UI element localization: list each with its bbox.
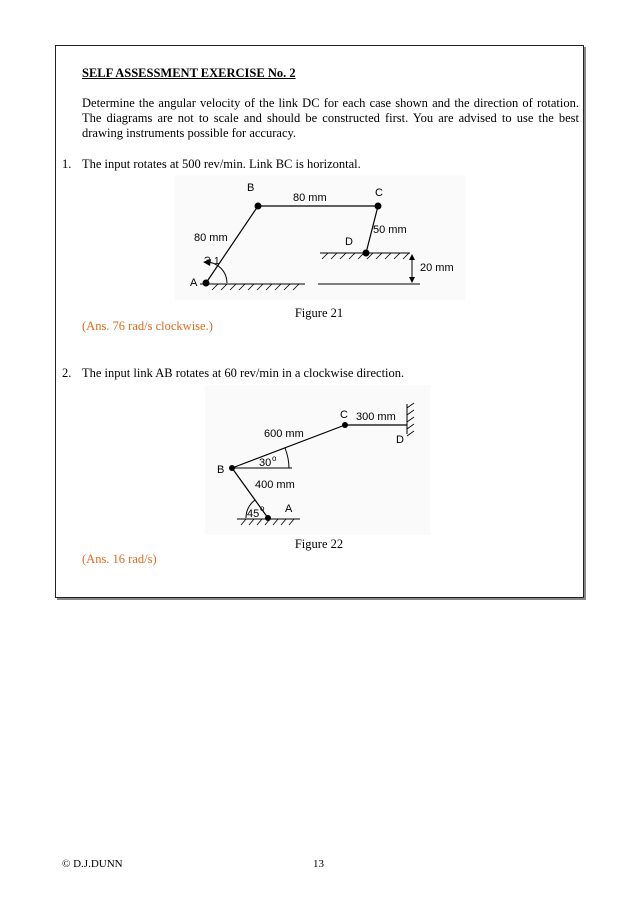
label-angle-b-deg: o [272, 454, 277, 463]
joint-c [375, 203, 382, 210]
exercise-title: SELF ASSESSMENT EXERCISE No. 2 [82, 66, 296, 80]
question-number: 1. [62, 157, 72, 171]
label-a: A [285, 503, 293, 515]
label-offset: 20 mm [420, 262, 454, 274]
label-omega: ω [202, 256, 213, 264]
label-cd-length: 50 mm [373, 224, 407, 236]
figure-22-diagram [205, 385, 430, 535]
figure-21-diagram [175, 175, 465, 300]
label-omega-sub: 1 [214, 256, 220, 267]
label-bc-length: 80 mm [293, 192, 327, 204]
label-c: C [375, 187, 383, 199]
label-cd-length: 300 mm [356, 411, 396, 423]
label-angle-b: 30 [259, 457, 272, 469]
label-d: D [345, 236, 353, 248]
joint-a [203, 280, 210, 287]
answer-2: (Ans. 16 rad/s) [82, 552, 157, 566]
answer-1: (Ans. 76 rad/s clockwise.) [82, 319, 213, 333]
label-angle-a: 45 [247, 508, 260, 520]
label-a: A [190, 277, 198, 289]
label-bc-length: 600 mm [264, 428, 304, 440]
figure-22-caption: Figure 22 [294, 537, 344, 551]
joint-a [265, 515, 271, 521]
question-text: The input rotates at 500 rev/min. Link BC is horizontal. [82, 157, 361, 171]
label-d: D [396, 434, 404, 446]
question-number: 2. [62, 366, 72, 380]
joint-c [342, 422, 348, 428]
label-ab-length: 80 mm [194, 232, 228, 244]
joint-b [229, 465, 235, 471]
label-c: C [340, 409, 348, 421]
label-angle-a-deg: o [260, 504, 265, 513]
label-b: B [217, 464, 225, 476]
label-ab-length: 400 mm [255, 479, 295, 491]
exercise-intro: Determine the angular velocity of the link DC for each case shown and the direction of rotation. The diagrams are not to scale and should be constructed first. You are advised to use the best drawing instruments possible for accuracy. [82, 96, 579, 140]
figure-21-caption: Figure 21 [294, 306, 344, 320]
page-number: 13 [313, 858, 324, 870]
joint-d [363, 250, 370, 257]
footer-author: © D.J.DUNN [62, 858, 123, 870]
label-b: B [247, 182, 255, 194]
joint-b [255, 203, 262, 210]
question-text: The input link AB rotates at 60 rev/min in a clockwise direction. [82, 366, 405, 380]
